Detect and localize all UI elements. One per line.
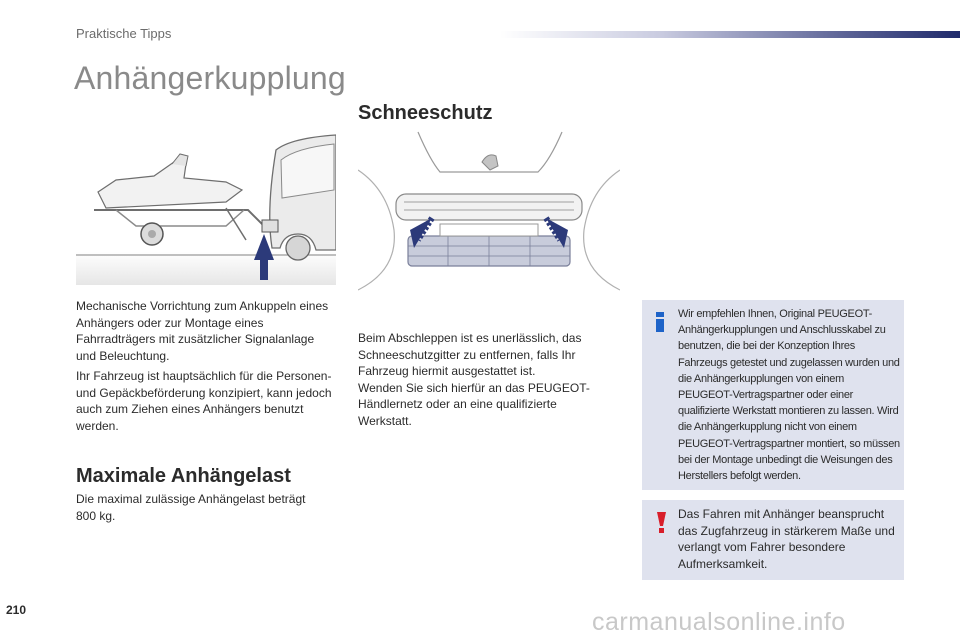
trailer-with-jetski-image: [76, 130, 336, 285]
warning-text: Das Fahren mit Anhänger beansprucht das Zugfahrzeug in stärkerem Maße und verlangt vom Fahrer besondere Aufmerksamkeit.: [678, 507, 895, 571]
grille-illustration: [358, 130, 620, 300]
warning-box: [642, 500, 904, 580]
info-text: Wir empfehlen Ihnen, Original PEUGEOT-Anhängerkupplungen und Anschlusskabel zu benutzen, die bei der Konzeption Ihres Fahrzeugs getestet und zugelassen wurden und die Anhängerkupplungen von einem PEUGEOT-Vertragspartner oder einer qualifizierte Werkstatt montieren zu lassen. Wird die Anhängerkupplung nicht von einem PEUGEOT-Vertragspartner montiert, so müssen bei der Montage unbedingt die Weisungen des Herstellers befolgt werden.: [678, 308, 900, 483]
watermark: carmanualsonline.info: [592, 608, 846, 636]
front-grille-image: [358, 130, 620, 300]
section-label: Praktische Tipps: [76, 26, 172, 41]
description-paragraph-1: Mechanische Vorrichtung zum Ankuppeln eines Anhängers oder zur Montage eines Fahrradträgers mit zusätzlicher Signalanlage und Beleuchtung.: [76, 299, 329, 363]
page-number: 210: [6, 603, 27, 617]
info-icon: [650, 310, 670, 334]
lion-emblem-icon: [482, 155, 498, 170]
exclamation-icon: [651, 510, 671, 534]
trailer-illustration: [76, 130, 336, 285]
info-box: [642, 300, 904, 490]
snow-guard-heading: Schneeschutz: [358, 102, 493, 124]
description-paragraph-2: Ihr Fahrzeug ist hauptsächlich für die Personen- und Gepäckbeförderung konzipiert, kann jedoch auch zum Ziehen eines Anhängers benutzt werden.: [76, 369, 332, 433]
page-title: Anhängerkupplung: [74, 60, 346, 96]
max-load-text: Die maximal zulässige Anhängelast beträgt 800 kg.: [76, 492, 306, 523]
snow-guard-text: Beim Abschleppen ist es unerlässlich, das Schneeschutzgitter zu entfernen, falls Ihr Fahrzeug hiermit ausgestattet ist. Wenden Sie sich hierfür an das PEUGEOT-Händlernetz oder an eine qualifizierte Werkstatt.: [358, 331, 590, 428]
header-accent-bar: [500, 31, 960, 38]
max-load-heading: Maximale Anhängelast: [76, 465, 291, 487]
